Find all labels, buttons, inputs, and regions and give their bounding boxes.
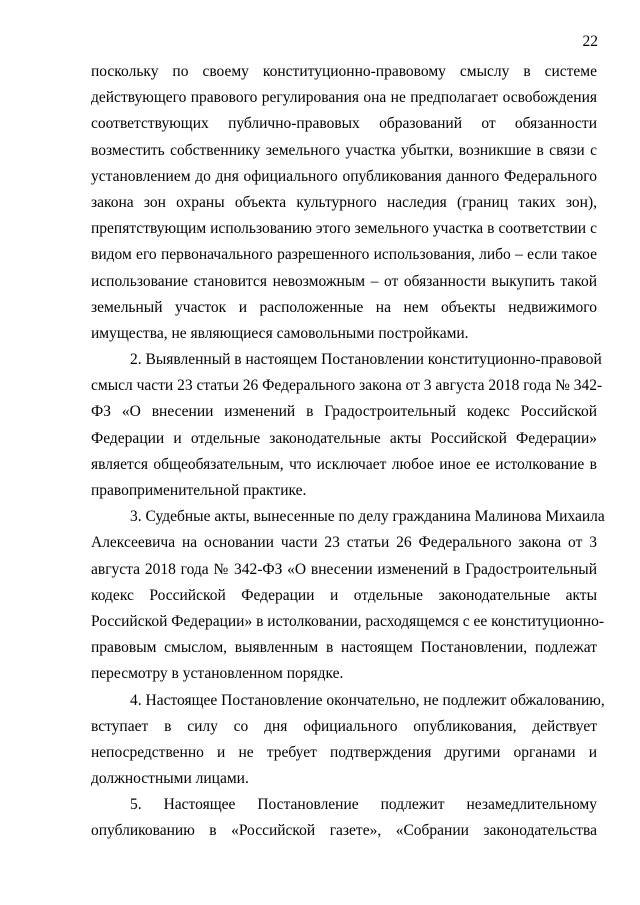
- text-line: использование становится невозможным – от обязанности выкупить такой: [91, 272, 597, 290]
- text-line: ФЗ «О внесении изменений в Градостроительный кодекс Российской: [91, 403, 597, 421]
- text-line: возместить собственнику земельного участка убытки, возникшие в связи с: [91, 141, 597, 159]
- text-line: действующего правового регулирования она не предполагает освобождения: [91, 89, 597, 107]
- text-line: непосредственно и не требует подтверждения другими органами и: [91, 743, 597, 761]
- page-number: 22: [582, 33, 598, 50]
- text-line: 3. Судебные акты, вынесенные по делу гражданина Малинова Михаила: [130, 508, 605, 526]
- document-body: [91, 59, 605, 845]
- text-line: пересмотру в установленном порядке.: [91, 665, 344, 683]
- text-line: имущества, не являющиеся самовольными постройками.: [91, 324, 469, 342]
- text-line: опубликованию в «Российской газете», «Собрании законодательства: [91, 822, 597, 840]
- text-line: Федерации и отдельные законодательные акты Российской Федерации»: [91, 429, 597, 447]
- text-line: 2. Выявленный в настоящем Постановлении конституционно-правовой: [130, 351, 602, 369]
- text-line: земельный участок и расположенные на нем объекты недвижимого: [91, 298, 597, 316]
- text-line: препятствующим использованию этого земельного участка в соответствии с: [91, 220, 597, 238]
- text-line: видом его первоначального разрешенного использования, либо – если такое: [91, 246, 597, 264]
- text-line: поскольку по своему конституционно-правовому смыслу в системе: [91, 63, 597, 80]
- text-line: правоприменительной практике.: [91, 482, 307, 499]
- text-line: смысл части 23 статьи 26 Федерального закона от 3 августа 2018 года № 342-: [91, 377, 603, 395]
- text-line: 5. Настоящее Постановление подлежит незамедлительному: [130, 796, 597, 814]
- text-line: Российской Федерации» в истолковании, расходящемся с ее конституционно-: [91, 612, 605, 630]
- text-line: Алексеевича на основании части 23 статьи 26 Федерального закона от 3: [91, 534, 597, 552]
- text-line: установлением до дня официального опубликования данного Федерального: [91, 167, 597, 185]
- text-line: вступает в силу со дня официального опубликования, действует: [91, 717, 597, 735]
- text-line: кодекс Российской Федерации и отдельные законодательные акты: [91, 586, 597, 604]
- text-line: закона зон охраны объекта культурного наследия (границ таких зон),: [91, 193, 597, 211]
- text-line: соответствующих публично-правовых образований от обязанности: [91, 115, 597, 133]
- text-line: 4. Настоящее Постановление окончательно, не подлежит обжалованию,: [130, 691, 605, 709]
- text-line: августа 2018 года № 342-ФЗ «О внесении изменений в Градостроительный: [91, 560, 597, 578]
- text-line: является общеобязательным, что исключает любое иное ее истолкование в: [91, 455, 597, 473]
- text-line: должностными лицами.: [91, 770, 249, 788]
- text-line: правовым смыслом, выявленным в настоящем Постановлении, подлежат: [91, 639, 597, 657]
